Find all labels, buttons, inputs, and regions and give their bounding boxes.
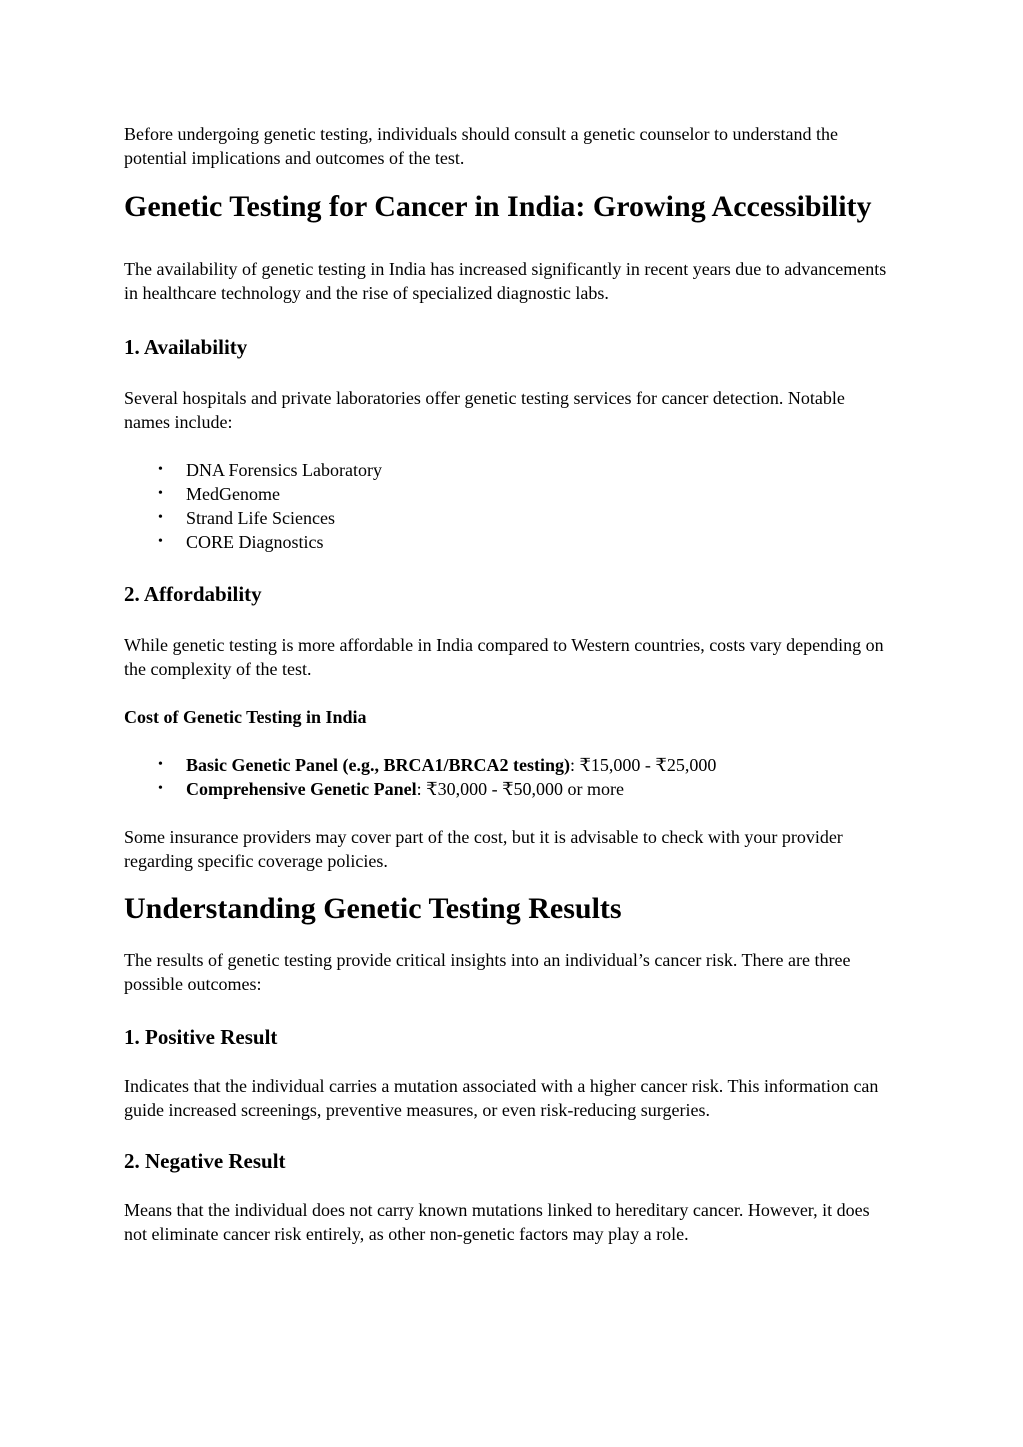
list-item-text: DNA Forensics Laboratory [186, 460, 382, 480]
list-item [124, 506, 894, 530]
list-item [124, 530, 894, 554]
list-item [124, 482, 894, 506]
bullet-icon: • [158, 510, 163, 525]
cost-list [124, 753, 894, 801]
availability-paragraph: Several hospitals and private laboratories offer genetic testing services for cancer detection. Notable names include: [124, 388, 845, 432]
intro-paragraph: Before undergoing genetic testing, individuals should consult a genetic counselor to understand the potential implications and outcomes of the test. [124, 124, 839, 168]
accessibility-intro-paragraph: The availability of genetic testing in India has increased significantly in recent years due to advancements in healthcare technology and the rise of specialized diagnostic labs. [124, 259, 887, 303]
positive-result-paragraph: Indicates that the individual carries a mutation associated with a higher cancer risk. This information can guide increased screenings, preventive measures, or even risk-reducing surgeries. [124, 1076, 879, 1120]
labs-list [124, 458, 894, 554]
affordability-heading: 2. Affordability [124, 582, 262, 606]
document-page [124, 122, 894, 1246]
section-title-results: Understanding Genetic Testing Results [124, 892, 622, 925]
negative-result-heading: 2. Negative Result [124, 1149, 286, 1173]
bullet-icon: • [158, 757, 163, 772]
section-title-accessibility: Genetic Testing for Cancer in India: Growing Accessibility [124, 190, 872, 223]
results-intro-paragraph: The results of genetic testing provide critical insights into an individual’s cancer risk. There are three possible outcomes: [124, 950, 851, 994]
cost-item-value: : ₹15,000 - ₹25,000 [569, 755, 717, 775]
cost-item-value: : ₹30,000 - ₹50,000 or more [416, 779, 625, 799]
positive-result-heading: 1. Positive Result [124, 1025, 278, 1049]
cost-item-label: Comprehensive Genetic Panel [186, 779, 417, 799]
list-item [124, 458, 894, 482]
negative-result-paragraph: Means that the individual does not carry known mutations linked to hereditary cancer. However, it does not eliminate cancer risk entirely, as other non-genetic factors may play a role. [124, 1200, 870, 1244]
cost-heading: Cost of Genetic Testing in India [124, 707, 367, 727]
list-item [124, 753, 894, 777]
bullet-icon: • [158, 781, 163, 796]
list-item-text: MedGenome [186, 484, 280, 504]
list-item-text: CORE Diagnostics [186, 532, 324, 552]
bullet-icon: • [158, 486, 163, 501]
insurance-paragraph: Some insurance providers may cover part of the cost, but it is advisable to check with your provider regarding specific coverage policies. [124, 827, 843, 871]
cost-item-label: Basic Genetic Panel (e.g., BRCA1/BRCA2 testing) [186, 755, 570, 775]
list-item-text: Strand Life Sciences [186, 508, 335, 528]
bullet-icon: • [158, 534, 163, 549]
affordability-paragraph: While genetic testing is more affordable in India compared to Western countries, costs vary depending on the complexity of the test. [124, 635, 884, 679]
bullet-icon: • [158, 462, 163, 477]
list-item [124, 777, 894, 801]
availability-heading: 1. Availability [124, 335, 248, 359]
